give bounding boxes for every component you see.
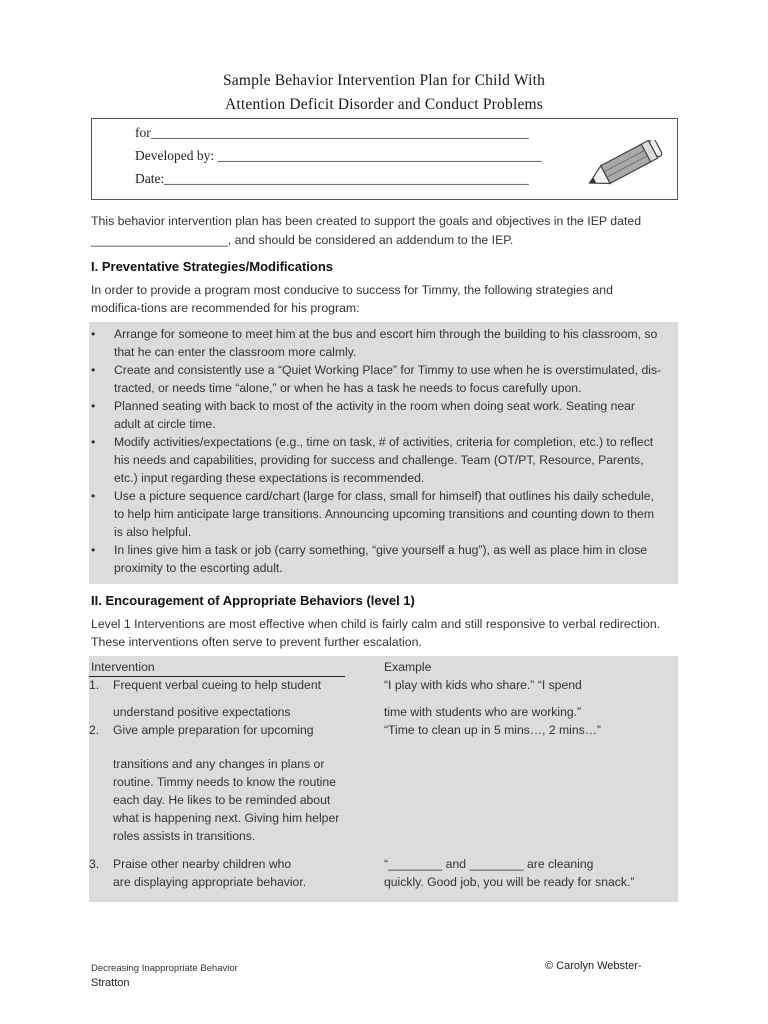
list-item-line: Use a picture sequence card/chart (large for class, small for himself) that outlines his daily schedule,: [114, 489, 654, 503]
title-line-1: Sample Behavior Intervention Plan for Child With: [222, 72, 546, 89]
for-field[interactable]: [135, 125, 529, 141]
date-field[interactable]: [135, 171, 529, 187]
intervention-line: each day. He likes to be reminded about: [113, 793, 331, 807]
list-item-line: to help him anticipate large transitions. Announcing upcoming transitions and counting down to them: [114, 507, 654, 521]
interventions-shaded-table: [89, 656, 678, 902]
list-item-line: tracted, or needs time “alone,” or when he has a task he needs to focus carefully upon.: [114, 381, 582, 395]
list-item-line: Arrange for someone to meet him at the bus and escort him through the building to his classroom, so: [114, 327, 658, 341]
example-line: “I play with kids who share.” “I spend: [384, 678, 582, 692]
intervention-line: Give ample preparation for upcoming: [113, 723, 314, 737]
list-item-line: is also helpful.: [114, 525, 192, 539]
date-blank: ______________________________________________________: [164, 171, 529, 186]
intervention-line: what is happening next. Giving him helper: [113, 811, 340, 825]
bullet: •: [91, 435, 96, 449]
section-2-intro-line-2: These interventions often serve to prevent further escalation.: [91, 635, 422, 649]
developed-by-field[interactable]: [135, 148, 541, 164]
list-item-line: adult at circle time.: [114, 417, 216, 431]
intro-line-1: This behavior intervention plan has been created to support the goals and objectives in the IEP dated: [91, 214, 642, 228]
section-2-heading: II. Encouragement of Appropriate Behaviors (level 1): [91, 593, 415, 608]
section-1-intro-line-1: In order to provide a program most conducive to success for Timmy, the following strategies and: [91, 283, 613, 297]
list-item-line: that he can enter the classroom more calmly.: [114, 345, 357, 359]
example-line: “________ and ________ are cleaning: [384, 857, 594, 871]
list-item-line: etc.) input regarding these expectations is recommended.: [114, 471, 425, 485]
list-item-line: In lines give him a task or job (carry something, “give yourself a hug”), as well as place him in close: [114, 543, 648, 557]
bullet: •: [91, 543, 96, 557]
bullet: •: [91, 489, 96, 503]
example-line: time with students who are working.”: [384, 705, 582, 719]
column-header-intervention: Intervention: [91, 660, 155, 674]
developed-by-blank: ________________________________________________: [217, 148, 542, 163]
section-1-intro-line-2: modifica-tions are recommended for his program:: [91, 301, 360, 315]
intervention-line: Frequent verbal cueing to help student: [113, 678, 322, 692]
list-item-line: proximity to the escorting adult.: [114, 561, 283, 575]
section-1-heading: I. Preventative Strategies/Modifications: [91, 259, 334, 274]
list-item-line: Planned seating with back to most of the activity in the room when doing seat work. Seating near: [114, 399, 635, 413]
intervention-line: are displaying appropriate behavior.: [113, 875, 307, 889]
intervention-line: Praise other nearby children who: [113, 857, 292, 871]
bullet: •: [91, 327, 96, 341]
row-number: 2.: [89, 723, 100, 737]
intervention-line: transitions and any changes in plans or: [113, 757, 325, 771]
intro-line-2: ____________________, and should be considered an addendum to the IEP.: [91, 233, 514, 247]
intervention-line: routine. Timmy needs to know the routine: [113, 775, 336, 789]
row-number: 1.: [89, 678, 100, 692]
list-item-line: Create and consistently use a “Quiet Working Place” for Timmy to use when he is overstimulated, dis-: [114, 363, 662, 377]
column-header-example: Example: [384, 660, 432, 674]
date-label: Date:: [135, 171, 165, 186]
for-blank: ________________________________________________________: [150, 125, 529, 140]
title-line-2: Attention Deficit Disorder and Conduct Problems: [224, 96, 544, 113]
section-2-intro-line-1: Level 1 Interventions are most effective when child is fairly calm and still responsive to verbal redirection.: [91, 617, 661, 631]
for-label: for: [135, 125, 151, 140]
example-line: “Time to clean up in 5 mins…, 2 mins…”: [384, 723, 601, 737]
example-line: quickly. Good job, you will be ready for snack.”: [384, 875, 635, 889]
footer-second: Stratton: [91, 977, 130, 989]
footer-left: Decreasing Inappropriate Behavior: [91, 963, 238, 974]
row-number: 3.: [89, 857, 100, 871]
bullet: •: [91, 363, 96, 377]
strategies-shaded-box: [89, 322, 678, 584]
bullet: •: [91, 399, 96, 413]
list-item-line: Modify activities/expectations (e.g., time on task, # of activities, criteria for completion, etc.) to reflect: [114, 435, 654, 449]
developed-by-label: Developed by:: [135, 148, 218, 163]
list-item-line: his needs and capabilities, providing for success and challenge. Team (OT/PT, Resource, Parents,: [114, 453, 644, 467]
footer-right: © Carolyn Webster-: [545, 960, 642, 972]
pencil-icon: [574, 140, 666, 196]
intervention-line: roles assists in transitions.: [113, 829, 256, 843]
intervention-line: understand positive expectations: [113, 705, 291, 719]
